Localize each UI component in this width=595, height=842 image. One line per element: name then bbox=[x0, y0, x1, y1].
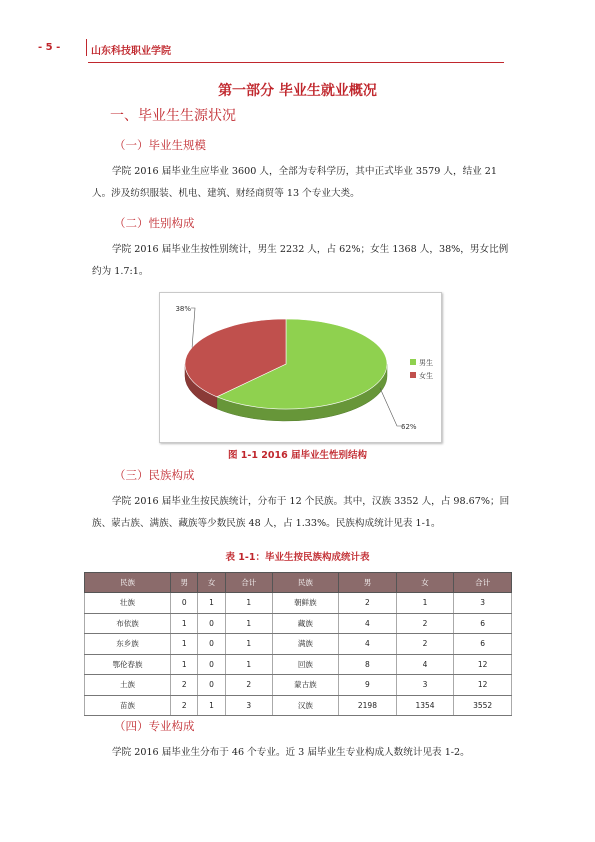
table-cell: 2 bbox=[225, 675, 272, 696]
table-row bbox=[85, 654, 512, 675]
table-cell: 布依族 bbox=[85, 613, 171, 634]
table-row bbox=[85, 593, 512, 614]
table-header-cell: 民族 bbox=[85, 573, 171, 593]
table-row bbox=[85, 634, 512, 655]
table-cell: 东乡族 bbox=[85, 634, 171, 655]
table-header-cell: 合计 bbox=[454, 573, 512, 593]
section-heading: 一、毕业生生源状况 bbox=[110, 108, 236, 124]
table-cell: 3552 bbox=[454, 695, 512, 716]
subsection-heading-scale: （一）毕业生规模 bbox=[114, 138, 206, 152]
table-header-cell: 女 bbox=[396, 573, 454, 593]
header-divider bbox=[86, 39, 87, 56]
table-cell: 8 bbox=[339, 654, 397, 675]
subsection-heading-major: （四）专业构成 bbox=[114, 719, 195, 733]
table-cell: 2 bbox=[396, 613, 454, 634]
table-cell: 0 bbox=[198, 675, 225, 696]
data-label-leader-1 bbox=[191, 308, 195, 347]
table-header-cell: 民族 bbox=[272, 573, 338, 593]
table-cell: 鄂伦春族 bbox=[85, 654, 171, 675]
table-cell: 1 bbox=[396, 593, 454, 614]
page-header bbox=[38, 42, 171, 57]
table-cell: 12 bbox=[454, 654, 512, 675]
legend-swatch-1 bbox=[410, 372, 416, 378]
table-cell: 12 bbox=[454, 675, 512, 696]
table-cell: 6 bbox=[454, 634, 512, 655]
table-row bbox=[85, 675, 512, 696]
paragraph-major: 学院 2016 届毕业生分布于 46 个专业。近 3 届毕业生专业构成人数统计见表 1-2。 bbox=[112, 747, 470, 758]
legend-label-0: 男生 bbox=[419, 359, 433, 367]
table-cell: 0 bbox=[198, 634, 225, 655]
table-header-row bbox=[85, 573, 512, 593]
legend-swatch-0 bbox=[410, 359, 416, 365]
page-title: 第一部分 毕业生就业概况 bbox=[218, 83, 377, 99]
table-cell: 1 bbox=[171, 654, 198, 675]
paragraph-gender: 学院 2016 届毕业生按性别统计，男生 2232 人，占 62%；女生 1368 人，38%，男女比例约为 1.7:1。 bbox=[92, 244, 509, 277]
table-header-cell: 男 bbox=[339, 573, 397, 593]
table-cell: 0 bbox=[198, 654, 225, 675]
table-cell: 6 bbox=[454, 613, 512, 634]
ethnicity-table bbox=[84, 572, 512, 716]
table-cell: 1 bbox=[198, 695, 225, 716]
table-cell: 4 bbox=[339, 613, 397, 634]
table-header-cell: 合计 bbox=[225, 573, 272, 593]
table-cell: 2198 bbox=[339, 695, 397, 716]
table-row bbox=[85, 613, 512, 634]
table-cell: 1 bbox=[225, 654, 272, 675]
table-cell: 9 bbox=[339, 675, 397, 696]
table-cell: 1 bbox=[171, 634, 198, 655]
table-cell: 朝鲜族 bbox=[272, 593, 338, 614]
table-row bbox=[85, 695, 512, 716]
pie-chart-svg bbox=[160, 293, 441, 442]
institution-name: 山东科技职业学院 bbox=[91, 46, 171, 57]
paragraph-ethnicity: 学院 2016 届毕业生按民族统计，分布于 12 个民族。其中，汉族 3352 人，占 98.67%；回族、蒙古族、满族、藏族等少数民族 48 人，占 1.33%。民族构成统计见表 1-1。 bbox=[92, 496, 510, 529]
legend-label-1: 女生 bbox=[419, 372, 433, 380]
data-label-leader-0 bbox=[380, 388, 401, 426]
table-cell: 4 bbox=[339, 634, 397, 655]
table-cell: 2 bbox=[171, 675, 198, 696]
page-number: - 5 - bbox=[38, 42, 61, 53]
table-header-cell: 男 bbox=[171, 573, 198, 593]
table-cell: 1 bbox=[225, 634, 272, 655]
table-cell: 3 bbox=[225, 695, 272, 716]
table-cell: 苗族 bbox=[85, 695, 171, 716]
table-cell: 1 bbox=[225, 613, 272, 634]
data-label-1: 38% bbox=[175, 305, 191, 313]
table-cell: 蒙古族 bbox=[272, 675, 338, 696]
table-cell: 壮族 bbox=[85, 593, 171, 614]
table-cell: 回族 bbox=[272, 654, 338, 675]
subsection-heading-gender: （二）性别构成 bbox=[114, 216, 195, 230]
table-cell: 0 bbox=[198, 613, 225, 634]
table-body bbox=[85, 593, 512, 716]
table-cell: 1354 bbox=[396, 695, 454, 716]
subsection-heading-ethnicity: （三）民族构成 bbox=[114, 468, 195, 482]
table-cell: 2 bbox=[339, 593, 397, 614]
figure-caption: 图 1-1 2016 届毕业生性别结构 bbox=[227, 450, 368, 461]
table-cell: 2 bbox=[171, 695, 198, 716]
table-cell: 土族 bbox=[85, 675, 171, 696]
header-rule bbox=[88, 62, 504, 63]
data-label-0: 62% bbox=[401, 423, 417, 431]
table-cell: 3 bbox=[454, 593, 512, 614]
table-cell: 4 bbox=[396, 654, 454, 675]
table-cell: 满族 bbox=[272, 634, 338, 655]
table-cell: 3 bbox=[396, 675, 454, 696]
table-cell: 藏族 bbox=[272, 613, 338, 634]
table-header-cell: 女 bbox=[198, 573, 225, 593]
table-cell: 2 bbox=[396, 634, 454, 655]
table-cell: 1 bbox=[171, 613, 198, 634]
table-cell: 0 bbox=[171, 593, 198, 614]
gender-pie-chart bbox=[159, 292, 442, 443]
table-cell: 1 bbox=[198, 593, 225, 614]
table-caption: 表 1-1：毕业生按民族构成统计表 bbox=[225, 552, 370, 563]
table-cell: 1 bbox=[225, 593, 272, 614]
paragraph-scale: 学院 2016 届毕业生应毕业 3600 人，全部为专科学历，其中正式毕业 3579 人，结业 21 人。涉及纺织服装、机电、建筑、财经商贸等 13 个专业大类。 bbox=[92, 166, 498, 199]
table-cell: 汉族 bbox=[272, 695, 338, 716]
